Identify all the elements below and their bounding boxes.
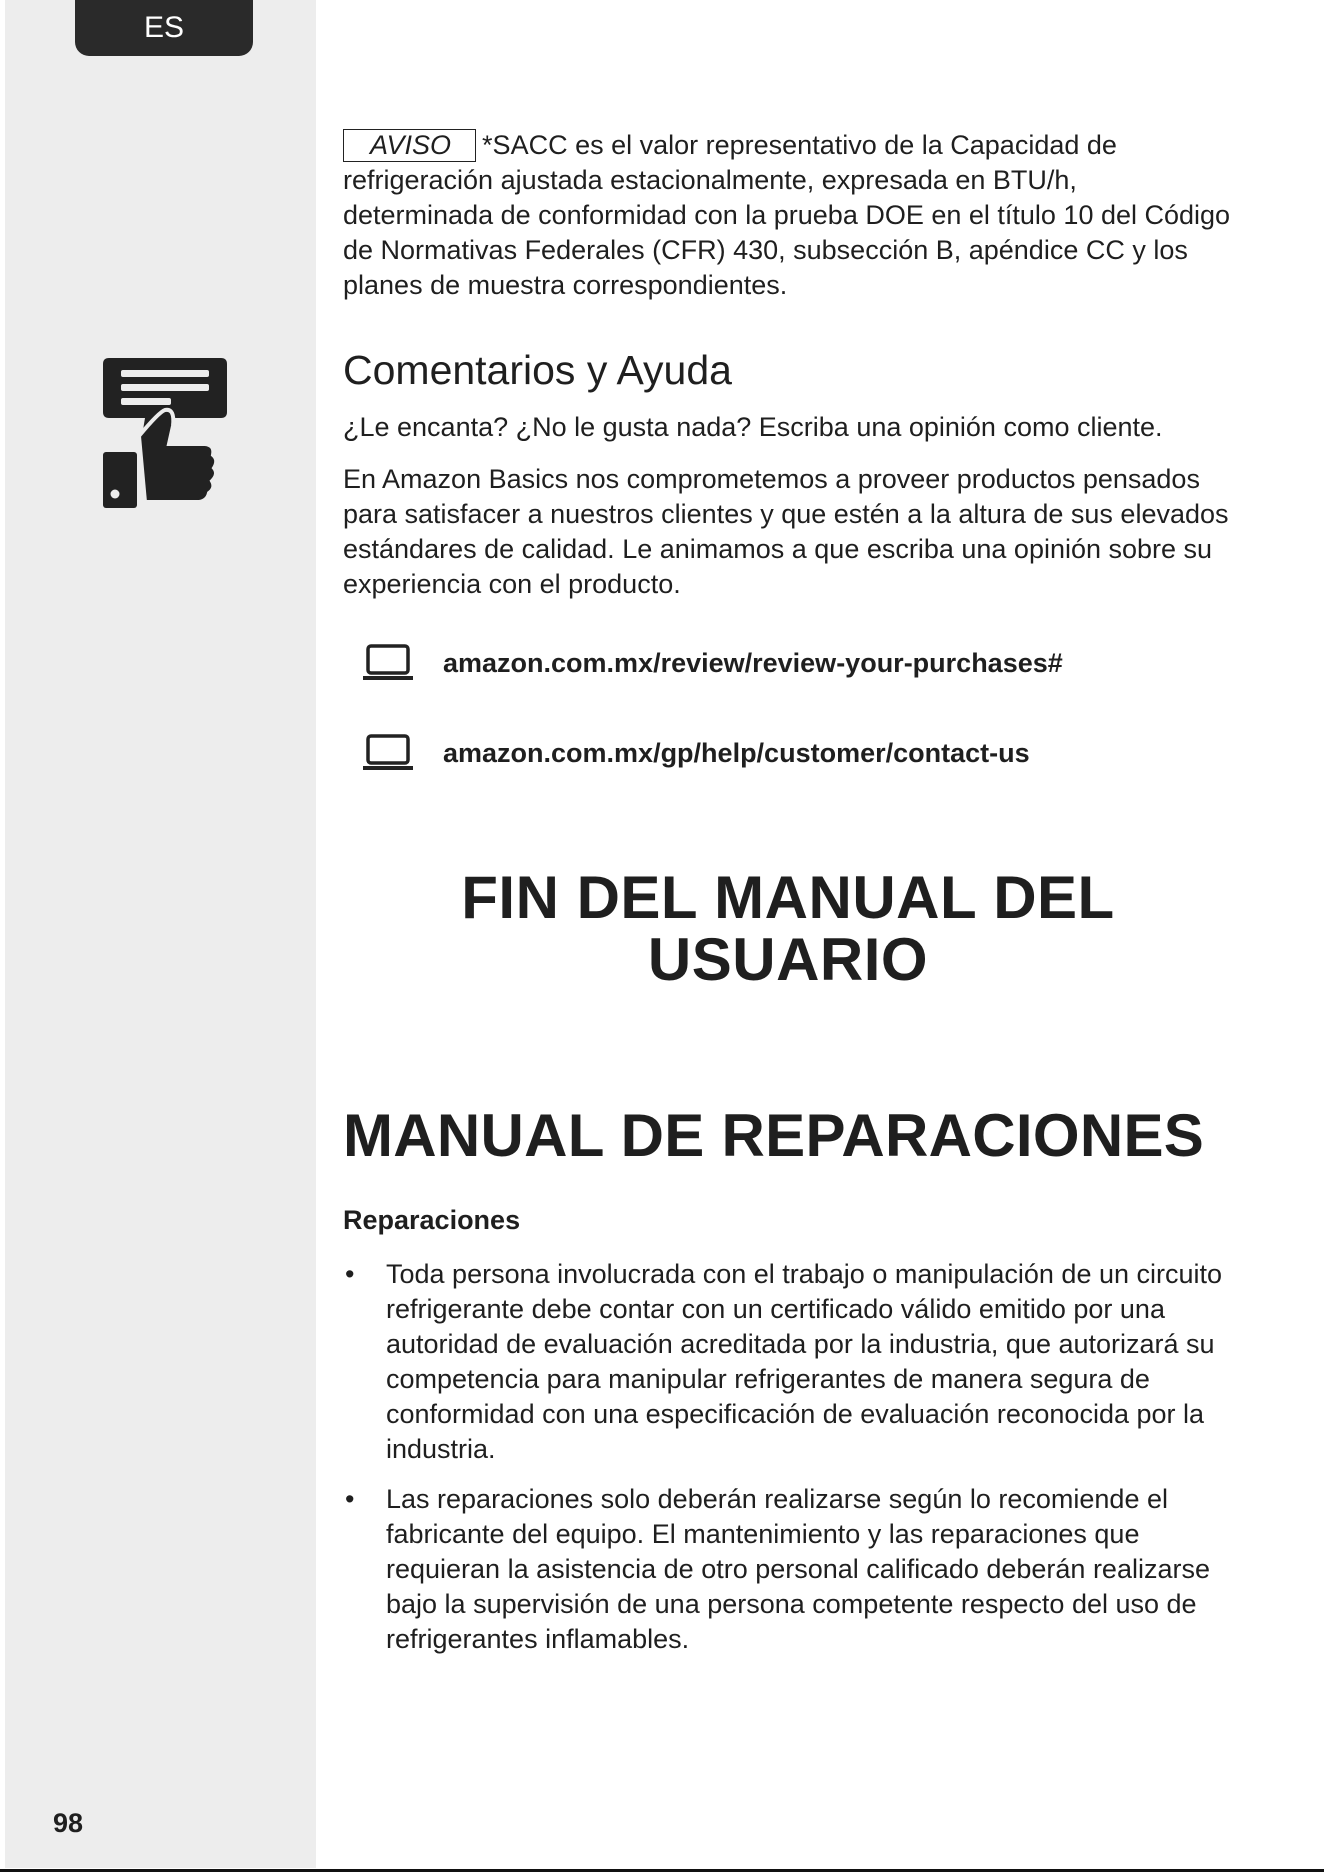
notice-badge: AVISO — [343, 129, 476, 162]
feedback-thumbs-up-icon — [101, 352, 229, 512]
contact-link[interactable]: amazon.com.mx/gp/help/customer/contact-us — [443, 737, 1030, 768]
end-title-line-2: USUARIO — [647, 926, 929, 993]
feedback-body: En Amazon Basics nos comprometemos a proveer productos pensados para satisfacer a nuestros clientes y que estén a la altura de sus elevados estándares de calidad. Le animamos a que escriba una opinión sobre su experiencia con el producto. — [343, 464, 1229, 599]
laptop-icon — [363, 733, 413, 773]
sidebar — [5, 0, 316, 1868]
list-item — [343, 1257, 1233, 1467]
language-tab-label: ES — [143, 11, 185, 44]
end-title-line-1: FIN DEL MANUAL DEL — [461, 864, 1115, 931]
laptop-icon — [363, 643, 413, 683]
list-item-text: Las reparaciones solo deberán realizarse según lo recomiende el fabricante del equipo. El mantenimiento y las reparaciones que requieran la asistencia de otro personal calificado deberán realizarse bajo la supervisión de una persona competente respecto del uso de refrigerantes inflamables. — [386, 1484, 1210, 1654]
review-link-row[interactable] — [363, 643, 1233, 683]
bullet-glyph: • — [345, 1259, 355, 1289]
end-of-manual-title — [343, 864, 1233, 993]
contact-link-row[interactable] — [363, 733, 1233, 773]
list-item — [343, 1482, 1233, 1657]
review-link[interactable]: amazon.com.mx/review/review-your-purchases# — [443, 647, 1063, 678]
notice-text: *SACC es el valor representativo de la Capacidad de refrigeración ajustada estacionalmente, expresada en BTU/h, determinada de conformidad con la prueba DOE en el título 10 del Código de Normativas Federales (CFR) 430, subsección B, apéndice CC y los planes de muestra correspondientes. — [343, 130, 1231, 300]
list-item-text: Toda persona involucrada con el trabajo o manipulación de un circuito refrigerante debe contar con un certificado válido emitido por una autoridad de evaluación acreditada por la industria, que autorizará su competencia para manipular refrigerantes de manera segura de conformidad con una especificación de evaluación reconocida por la industria. — [386, 1259, 1223, 1464]
feedback-section-title: Comentarios y Ayuda — [343, 347, 732, 393]
bullet-glyph: • — [345, 1484, 355, 1514]
language-tab — [75, 0, 253, 56]
main-content — [343, 128, 1233, 1672]
repair-manual-title: MANUAL DE REPARACIONES — [343, 1102, 1205, 1169]
repair-bullet-list — [343, 1257, 1233, 1657]
notice-paragraph — [343, 128, 1233, 303]
repairs-subtitle: Reparaciones — [343, 1205, 521, 1235]
page-number: 98 — [53, 1808, 84, 1838]
feedback-intro: ¿Le encanta? ¿No le gusta nada? Escriba una opinión como cliente. — [343, 412, 1163, 442]
